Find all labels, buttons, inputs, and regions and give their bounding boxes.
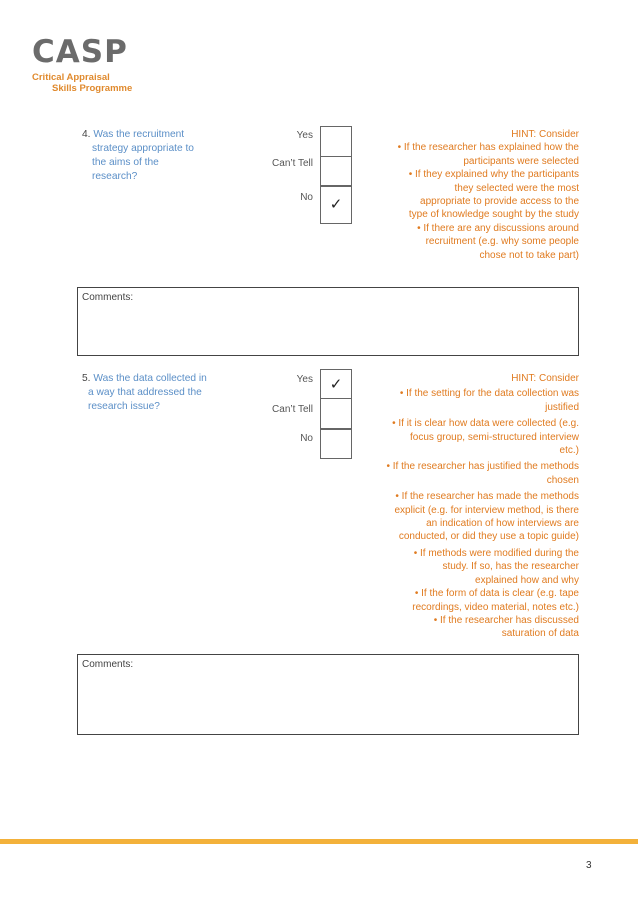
q5-canttell-checkbox[interactable] <box>320 399 352 429</box>
q5-option-canttell-label: Can’t Tell <box>272 404 313 415</box>
q4-comments-box[interactable] <box>77 287 579 356</box>
question-5-line-1: Was the data collected in <box>93 373 207 384</box>
question-4-number: 4. <box>82 129 91 140</box>
q5-hint-line: • If the researcher has discussed <box>433 614 579 626</box>
q4-hint-line: • If there are any discussions around <box>417 222 579 234</box>
q5-hint-line: study. If so, has the researcher <box>442 561 579 573</box>
logo-subtitle <box>32 72 132 94</box>
q5-comments-box[interactable] <box>77 654 579 735</box>
logo-title: CASP <box>32 34 128 70</box>
q4-hint-line: • If the researcher has explained how the <box>397 142 579 154</box>
q5-hint-line: recordings, video material, notes etc.) <box>412 601 579 613</box>
q5-hint-line: conducted, or did they use a topic guide) <box>398 531 579 543</box>
q5-comments-label: Comments: <box>82 659 134 670</box>
q5-hint-line: • If the setting for the data collection was <box>399 388 579 400</box>
q5-hint-line: justified <box>545 401 579 413</box>
question-4 <box>82 128 232 184</box>
q5-hint-line: an indication of how interviews are <box>426 518 579 530</box>
q5-hint-line: explained how and why <box>475 574 579 586</box>
q4-comments-label: Comments: <box>82 292 134 303</box>
q4-hint-line: they selected were the most <box>454 182 579 194</box>
question-5 <box>82 372 232 414</box>
q5-no-checkbox[interactable] <box>320 429 352 459</box>
question-5-line-2: a way that addressed the <box>88 387 202 398</box>
question-4-line-2: strategy appropriate to <box>92 143 194 154</box>
q5-hint-line: • If it is clear how data were collected (e.g. <box>392 418 579 430</box>
q4-hint-line: recruitment (e.g. why some people <box>425 236 579 248</box>
casp-logo <box>32 34 128 70</box>
page-number: 3 <box>586 860 592 871</box>
q4-canttell-checkbox[interactable] <box>320 156 352 186</box>
q5-hint-line: HINT: Consider <box>511 373 579 384</box>
q4-hint-line: HINT: Consider <box>511 129 579 140</box>
q4-hint-line: appropriate to provide access to the <box>420 196 579 208</box>
footer-divider <box>0 839 638 844</box>
q5-hint-line: explicit (e.g. for interview method, is there <box>394 504 579 516</box>
q5-hint-line: • If methods were modified during the <box>413 547 579 559</box>
logo-subtitle-line2: Skills Programme <box>52 83 133 94</box>
question-5-number: 5. <box>82 373 91 384</box>
q4-hint <box>360 128 579 262</box>
q5-option-yes-label: Yes <box>296 374 313 385</box>
logo-subtitle-line1: Critical Appraisal <box>32 72 110 83</box>
q5-hint-line: saturation of data <box>501 628 579 640</box>
q5-yes-checkbox[interactable]: ✓ <box>320 369 352 399</box>
q5-hint-line: etc.) <box>559 445 579 457</box>
q5-hint-line: chosen <box>546 474 579 486</box>
q4-hint-line: chose not to take part) <box>479 249 579 261</box>
q4-option-canttell-label: Can’t Tell <box>272 158 313 169</box>
q4-yes-checkbox[interactable] <box>320 126 352 157</box>
q5-hint-line: • If the researcher has justified the methods <box>386 461 579 473</box>
q4-hint-line: participants were selected <box>463 155 579 167</box>
question-4-line-1: Was the recruitment <box>93 129 185 140</box>
q5-hint-line: • If the researcher has made the methods <box>395 491 579 503</box>
q4-hint-line: • If they explained why the participants <box>408 169 579 181</box>
q5-hint-line: • If the form of data is clear (e.g. tape <box>414 588 579 600</box>
q4-option-yes-label: Yes <box>296 130 313 141</box>
q4-hint-line: type of knowledge sought by the study <box>408 209 579 221</box>
question-5-line-3: research issue? <box>88 401 160 412</box>
question-4-line-4: research? <box>92 171 138 182</box>
q5-hint-line: focus group, semi-structured interview <box>410 431 579 443</box>
q5-option-no-label: No <box>300 433 313 444</box>
question-4-line-3: the aims of the <box>92 157 159 168</box>
q4-no-checkbox[interactable]: ✓ <box>320 186 352 224</box>
q4-option-no-label: No <box>300 192 313 203</box>
q5-hint <box>358 372 579 641</box>
